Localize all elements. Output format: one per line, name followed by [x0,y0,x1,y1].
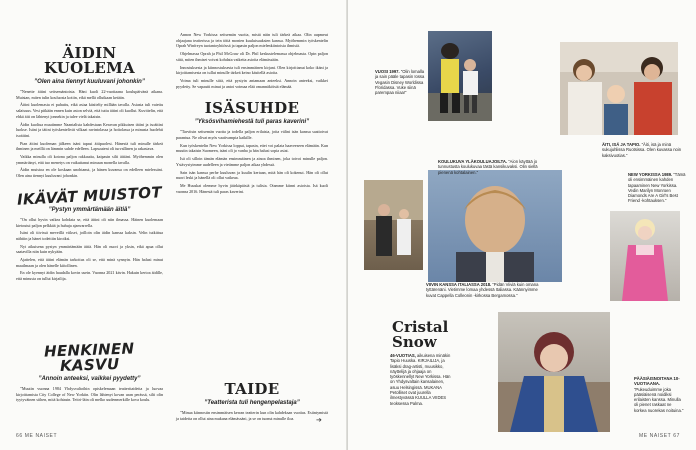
paragraph: Ohjelmassa Oprah ja Phil McGraw oli Dr. Phil keskustelemassa ohjelmasta. Opin paljon siitä, miten ihmiset voivat kohdata vaikeita asioita elämässään. [176,51,328,62]
photo-figures [560,42,678,135]
caption-text: ”Äiti, isä ja minä sukujuhlissa Ruotsissa. Olen kuvassa noin kaksivuotias.” [602,142,682,158]
paragraph: Ajattelen, että äitini elämän tarkoitus oli se, että minä synnyin. Hän halusi minut maailmaan ja olen hänelle kiitollinen. [16,257,163,268]
section-heading: ÄIDIN KUOLEMA [44,44,135,77]
paragraph: Isäni oli tiivissä meveillä viikset, joilloin olin äidin kanssa kaksin. Velin tutkittua nähtiin ja hänet todettiin kiroiksi. [16,230,163,241]
caption-disney [375,69,425,95]
caption-text: ”Pidän Viiviä kuin omana tyttärenäni. Vietimme lomaa yhdessä Italiassa. Käännyimme kuvat Cappella Colleonin -kirkossa Bergamossa.” [426,282,539,298]
caption-italy [426,282,544,298]
photo-school-portrait [428,170,562,282]
photo-figures [498,312,610,432]
paragraph: Äitini kuolemasta ei puhuttu, eikä asiaa käsitelty millään tavalla. Asiasta tuli vaiettu salaisuus. Vesi pitkään ennen kuin aston selviä, että tuttu äitini oli kuollut. Kuvittelin, että ehkä äiti on lähtenyt jonnekin ja tulee vielä takaisin. [16,102,163,119]
photo-figures [364,180,423,270]
caption-label: 46-VUOTIAS, [390,353,416,358]
caption-text: aikuisena minäkin Tapio Huuska. KIRJAILIJA, ja lisäksi drag-artisti, muusikko, näyttelijä ja ohjaaja on työskennellyt New Yorkissa. Hän on Yhdysvaltain kansalainen, asuu Helsingissä. MUKANA Petolliset ovat juurella ilmestyvässä KUULLA VIIDES teoksessa Palma. [390,353,451,406]
section-subheading: ”Annoin anteeksi, vaikkei pyydetty” [38,376,141,382]
article-body [176,32,328,89]
photo-figures [610,211,680,301]
caption-new-york [628,172,688,204]
paragraph: ”Tarvitsin seitsemän vuotta ja todella paljon erilaisia, joita välini isän kanssa saattoivat parantua. Ne olivat myös vaativampia kaikille. [176,129,328,141]
photo-figures [428,31,492,121]
right-page [348,0,696,450]
section-heading: ISÄSUHDE [204,99,300,118]
article-body [16,89,163,179]
paragraph: Voima tuli minulle siitä, että pystyin antamaan anteeksi. Annoin anteeksi, vaikkei pyydetty. Se vapautti minut ja antoi voimaa elää omannäköistä elämää. [176,77,328,89]
photo-figures [428,170,562,282]
paragraph: Äidin kuoltua muutimme Naantalista kahdestaan Keravan pikkuisen tätini ja isoäitini luokse. Isäni ja tätini työskentelivät vilkaat ravintolassa ja hoitolassa ja minusta huolehti isoäitini. [16,121,163,138]
paragraph: Annon New Yorkissa seitsemän vuotta, mistä näin tuli tärkeä aikaa. Olin aupmeut ohjaajana teatterissa ja tein töitä monien kuuluisuuksien kanssa. Myöhemmin työskentelin Oprah Winfreyn tuotantoyhtiössä ja tapasin paljon mielenkiintoisia ihmisiä. [176,32,328,49]
caption-label: NEW YORKISSA 1989. [628,172,673,177]
paragraph: ”Muutin vuonna 1984 Yhdysvaltoihin opiskelemaan teatteritaidetta ja luovaa kirjoittamista City College of New Yorkiin. Olin lähtenyt kovan uran perässä, silti olin tyytyväinen siihen, mitä kohtasin. Teitri-läin oli melko uudenmerkille kova koulu. [16,386,163,403]
section-subheading: ”Yksösvihamiehestä tuli paras kaverini” [194,119,310,126]
photo-italy [364,180,423,270]
arrow-right-icon: ➔ [316,416,322,424]
article-body [16,386,163,403]
section-subheading: ”Teatterista tuli hengenpelastaja” [204,400,300,406]
paragraph: En ole kyennyt äidin haudalla kovin usein. Vuonna 2021 kävin. Hakuin kertoa äidille, että minusta on tullut kirjailija. [16,270,163,282]
section-heading: TAIDE [224,380,280,398]
paragraph: ”Minua kiinnostin ensimmäisen kerran teatterin kun olin kahdeksan vuotias. Esiintymistä ja taidetta on ollut aina mukana elämässäni, ja se on tuonut minulle iloa. [176,410,328,421]
paragraph: Nyt aikuisena pystyn ymmärtämään äitiä. Hän oli nuori ja yksin, eikä apua ollut saatavilla niin kuin nykyään. [16,243,163,255]
photo-family [560,42,678,135]
caption-easter [634,376,684,413]
caption-label: VIIVIN KANSSA ITALIASSA 2018. [426,282,492,287]
paragraph: Sain isän kanssa perhe kuuluvan ja kuulin kertaan, mitä hän oli kokenut. Hän oli ollut nuori leski ja hänellä oli ollut vaikeaa. [176,169,328,181]
section-subheading: ”Olen aina tiennyt kuuluvani johonkin” [34,79,145,85]
paragraph: ”On ollut hyvin vaikea kohdata se, että äitini oli niin ilmassa. Häinen kuolemaan kietoutui paljon pelkkää ja huhuja ajanvarrella. [16,216,163,228]
left-page [0,0,347,450]
paragraph: Isä oli silloin tämän elämän ensimmäinen ja ainoa ihminen, joka toivoi minulle paljon. Ystävystyimme uudelleen ja vietimme paljon aikaa yhdessä. [176,156,328,167]
page-folio: 66 ME NAISET [16,433,58,439]
photo-new-york [610,211,680,301]
cristal-snow-title: Cristal Snow [392,318,449,351]
paragraph: Innostuksesta ja kiinnostuksesta tuli ensimmäinen kirjani. Olen kirjoittanut koko ikäni ja kirjoittamisesta on tullut minulle tärkeä keino käsitellä asioita. [176,64,328,76]
paragraph: Me Huuskat olemme hyvin jäärkäpäisiä ja tulisia. Otamme kiinni asioista. Isä kuoli vuonna 2016. Hänestä tuli paras kaverini. [176,182,328,194]
paragraph: Pian äitini kuoleman jälkeen isäni tapasi äitipuolesi. Hänestä tuli minulle tärkeä ihminen ja meillä on lämmin suhde edelleen. Lapsuuteni oli turvallinen ja rakastava. [16,140,163,152]
caption-label: VUOSI 1997. [375,69,400,74]
paragraph: Vaikka minulla oli kotona paljon rakkautta, kaipasin silti äitiäni. Myöhemmin olen ymmärtänyt, että tuo menetys on vaikuttanut minuun monella tavalla. [16,154,163,165]
paragraph: Kun työskentelin New Yorkissa loppui, tapasin, ettei voi palata haaveeseen elämään. Kun muutin takaisin Suomeen, isäni oli jo vanha ja hän halusi sopia asiat. [176,142,328,154]
section-heading: IKÄVÄT MUISTOT [16,183,163,209]
column-2-bottom [176,382,328,423]
photo-disney-world [428,31,492,121]
article-body [16,217,163,282]
page-folio: ME NAISET 67 [638,433,680,439]
article-body [176,410,328,421]
column-1-bottom [16,339,163,405]
paragraph: ”Nenette äitini seitsemäntoista. Häni kuoli 22-vuotiaana koulupäivänä aikana. Muistan, miten tulin kouluosta kotiin, eikä mellä ollutkaan ketään. [16,89,163,100]
caption-text: ”Pukeuduimme joka pääsiäisenä noidiksi erilaisten kanssa. Minulla oli pienet raskaat ne korkea nuorekas noituina.” [634,386,684,413]
caption-family [602,142,686,158]
caption-bio [390,353,452,406]
caption-text: ”Aion käyttää jo tunnustusta koulukuvaa tästä kansikuvaksi. Olin siellä pienenä kohtalainen.” [438,159,538,175]
article-body [176,129,328,194]
caption-label: KOULUKUVA YLÄKOULUAJOILTA. [438,159,508,164]
column-1 [16,46,163,284]
caption-label: PÄÄSIÄISNOITANA 10-VUOTIAANA. [634,376,680,387]
caption-text: ”Tämä oli ensimmäinen kahden tapaaminen New Yorkissa. Vedin Marilyn Monroen Diamonds Are A Girl's Best Friend -kohtauksen.” [628,172,686,204]
paragraph: Äidin muistoa en ole koskaan unohtanut, ja hänen kuvansa on edelleen mielessäni. Olen aina tiennyt kuuluvani johonkin. [16,167,163,179]
column-2 [176,32,328,196]
caption-label: ÄITI, ISÄ JA TAPIO. [602,142,641,147]
caption-text: ”Olin lomalla ja sain pääle tapasin Iossa Vegasin Disney Worldissa Floridassa. Vuke siinä parempaa niiaa!” [375,69,425,96]
photo-easter-witch [498,312,610,432]
section-heading: HENKINEN KASVU [43,339,135,376]
caption-school [438,159,548,175]
section-subheading: ”Pystyn ymmärtämään äitiä” [48,206,131,213]
